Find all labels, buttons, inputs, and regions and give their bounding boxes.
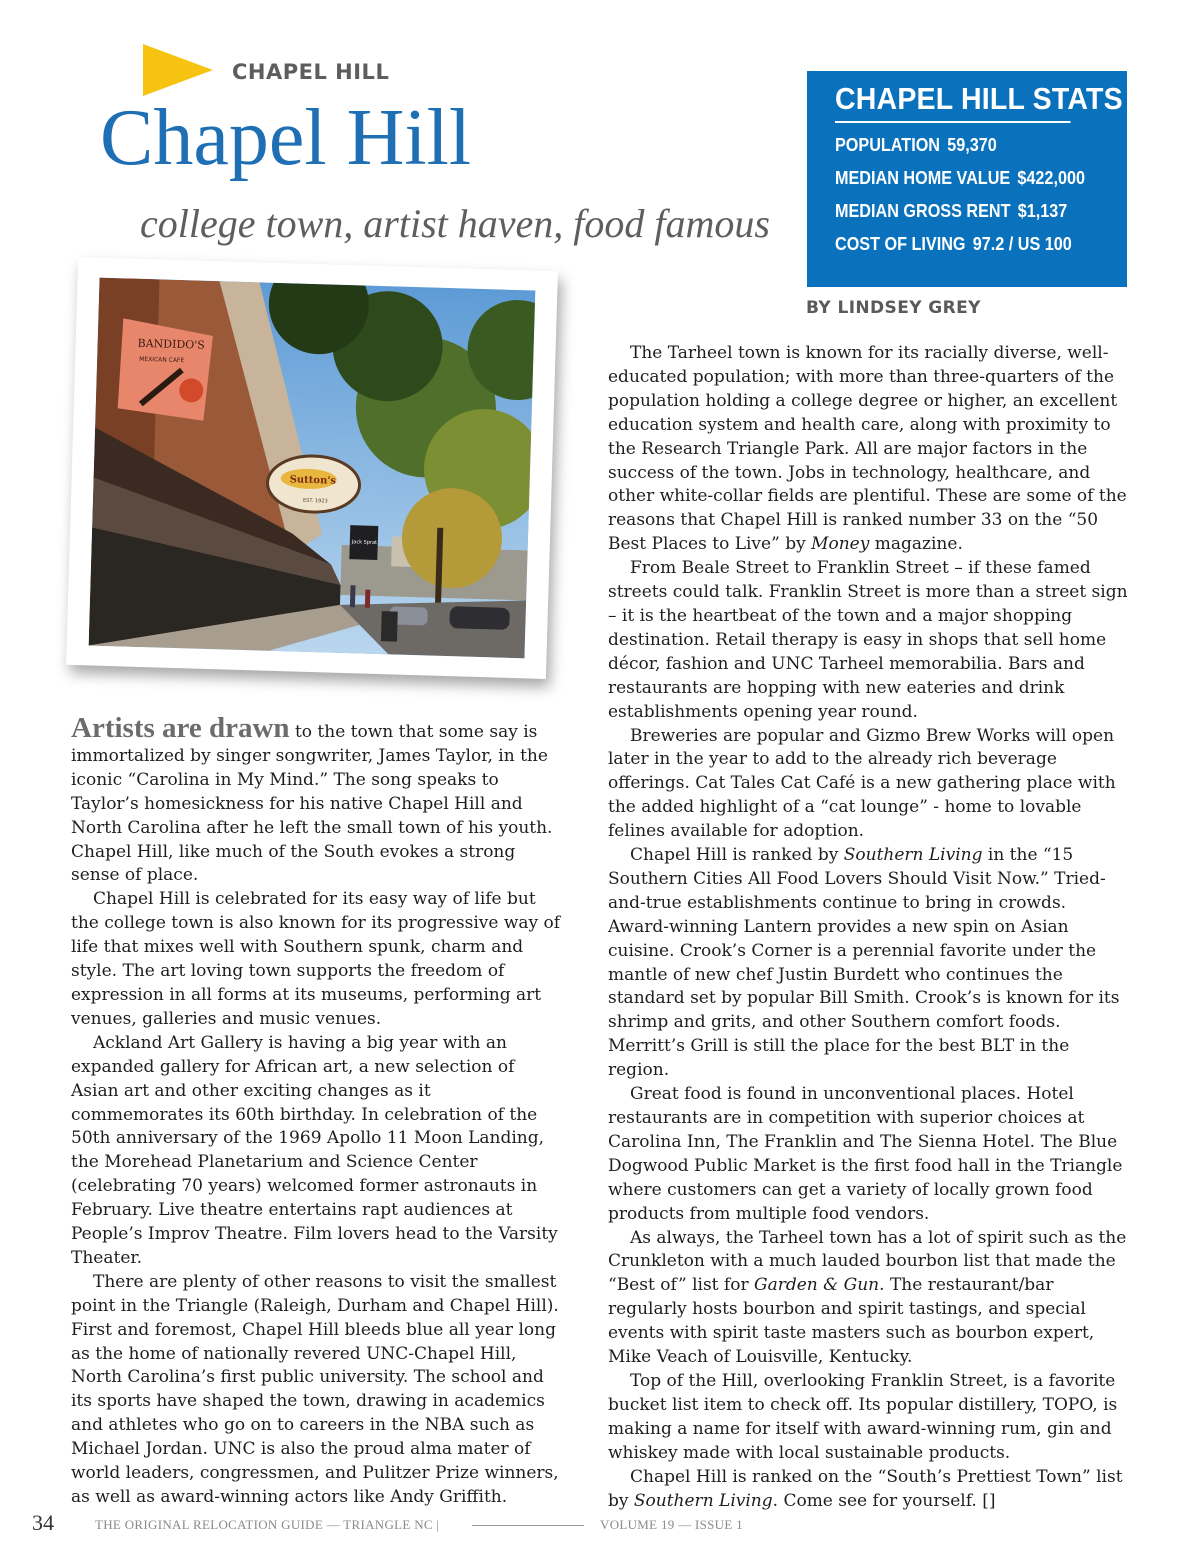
stats-box bbox=[807, 71, 1127, 287]
street-scene-illustration bbox=[89, 278, 536, 659]
paragraph: From Beale Street to Franklin Street – if these famed streets could talk. Franklin Street is more than a street sign – it is the heartbeat of the town and a major shopping destination. Retail therapy is easy in shops that sell home décor, fashion and UNC Tarheel memorabilia. Bars and restaurants are hopping with new eateries and drink establishments opening year round. bbox=[608, 558, 1128, 722]
stat-label: COST OF LIVING bbox=[835, 234, 966, 254]
stat-value: 59,370 bbox=[947, 135, 997, 155]
paragraph bbox=[608, 844, 1128, 1083]
paragraph-text: . The restaurant/bar regularly hosts bourbon and spirit tastings, and special events with spirit taste masters such as bourbon expert, Mike Veach of Louisville, Kentucky. bbox=[608, 1275, 1095, 1368]
paragraph: Chapel Hill is celebrated for its easy way of life but the college town is also known for its progressive way of life that mixes well with Southern spunk, charm and style. The art loving town supports the freedom of expression in all forms at its museums, performing art venues, galleries and music venues. bbox=[71, 889, 561, 1029]
page-footer bbox=[0, 1510, 1200, 1540]
sign-jack-sprat-text: Jack Sprat bbox=[351, 539, 378, 546]
stat-value: $1,137 bbox=[1017, 201, 1068, 221]
stat-value: $422,000 bbox=[1017, 168, 1085, 188]
street-photo bbox=[89, 278, 536, 659]
issue-label: VOLUME 19 — ISSUE 1 bbox=[600, 1517, 743, 1532]
stat-cost-of-living bbox=[835, 234, 1098, 255]
sign-suttons-text: Sutton's bbox=[289, 474, 337, 487]
sign-bandidos-subtext: MEXICAN CAFE bbox=[139, 355, 185, 365]
left-column bbox=[71, 712, 567, 1510]
paragraph-text: As always, the Tarheel town has a lot of spirit such as the Crunkleton with a much lauded bourbon list that made the “Best of” list for bbox=[608, 1227, 1127, 1296]
stats-title: CHAPEL HILL STATS bbox=[835, 81, 1071, 123]
publication-name: Southern Living bbox=[843, 845, 983, 866]
sign-jack-sprat bbox=[349, 525, 378, 560]
sign-suttons-subtext: EST. 1923 bbox=[302, 497, 328, 505]
page-subtitle: college town, artist haven, food famous bbox=[140, 201, 770, 246]
paragraph: Breweries are popular and Gizmo Brew Works will open later in the year to add to the already rich beverage offerings. Cat Tales Cat Café is a new gathering place with the added highlight of a “cat lounge” - home to lovable felines available for adoption. bbox=[608, 725, 1116, 842]
sign-bandidos bbox=[117, 318, 213, 421]
paragraph-text: . Come see for yourself. [] bbox=[772, 1490, 996, 1511]
stat-median-home-value bbox=[835, 168, 1098, 189]
right-column bbox=[608, 342, 1128, 1513]
page-number: 34 bbox=[32, 1510, 54, 1535]
publication-name: Garden & Gun bbox=[753, 1275, 880, 1296]
stat-label: POPULATION bbox=[835, 135, 941, 155]
stat-value: 97.2 / US 100 bbox=[972, 234, 1072, 254]
paragraph: Ackland Art Gallery is having a big year with an expanded gallery for African art, a new selection of Asian art and other exciting changes as it commemorates its 60th birthday. In celebration of the 50th anniversary of the 1969 Apollo 11 Moon Landing, the Morehead Planetarium and Science Center (celebrating 70 years) welcomed former astronauts in February. Live theatre entertains rapt audiences at People’s Improv Theatre. Film lovers head to the Varsity Theater. bbox=[71, 1032, 558, 1268]
publication-name: Southern Living bbox=[633, 1490, 773, 1511]
paragraph: There are plenty of other reasons to visit the smallest point in the Triangle (Raleigh, Durham and Chapel Hill). First and foremost, Chapel Hill bleeds blue all year long as the home of nationally revered UNC-Chapel Hill, North Carolina’s first public university. The school and its sports have shaped the town, drawing in academics and athletes who go on to careers in the NBA such as Michael Jordan. UNC is also the proud alma mater of world leaders, congressmen, and Pulitzer Prize winners, as well as award-winning actors like Andy Griffith. bbox=[71, 1271, 559, 1507]
paragraph bbox=[608, 1227, 1128, 1370]
lead-in: Artists are drawn bbox=[71, 712, 290, 744]
paragraph-text: to the town that some say is immortalized by singer songwriter, James Taylor, in the iconic “Carolina in My Mind.” The song speaks to Taylor’s homesickness for his native Chapel Hill and North Carolina after he left the small town of his youth. Chapel Hill, like much of the South evokes a strong sense of place. bbox=[71, 722, 553, 886]
publication-name: Money bbox=[811, 534, 870, 555]
paragraph-text: The Tarheel town is known for its racially diverse, well-educated population; with more than three-quarters of the population holding a college degree or higher, an excellent education system and health care, along with proximity to the Research Triangle Park. All are major factors in the success of the town. Jobs in technology, healthcare, and other white-collar fields are plentiful. These are some of the reasons that Chapel Hill is ranked number 33 on the “50 Best Places to Live” by bbox=[608, 343, 1127, 555]
stat-median-gross-rent bbox=[835, 201, 1098, 222]
paragraph-text: Chapel Hill is ranked by bbox=[630, 845, 844, 866]
paragraph-text: Chapel Hill is ranked on the “South’s Prettiest Town” list by bbox=[608, 1466, 1123, 1511]
publication-title: THE ORIGINAL RELOCATION GUIDE — TRIANGLE NC | bbox=[95, 1517, 440, 1532]
stat-label: MEDIAN HOME VALUE bbox=[835, 168, 1011, 188]
paragraph-text: magazine. bbox=[869, 534, 963, 555]
paragraph: Top of the Hill, overlooking Franklin Street, is a favorite bucket list item to check off. Its popular distillery, TOPO, is making a name for itself with award-winning rum, gin and whiskey made with local sustainable products. bbox=[608, 1370, 1118, 1463]
paragraph bbox=[71, 712, 567, 888]
paragraph-text: in the “15 Southern Cities All Food Lovers Should Visit Now.” Tried-and-true establishments continue to bring in crowds. Award-winning Lantern provides a new spin on Asian cuisine. Crook’s Corner is a perennial favorite under the mantle of new chef Justin Burdett who continues the standard set by popular Bill Smith. Crook’s is known for its shrimp and grits, and other Southern comfort foods. Merritt’s Grill is still the place for the best BLT in the region. bbox=[608, 845, 1120, 1081]
stat-population bbox=[835, 135, 1098, 156]
section-label: CHAPEL HILL bbox=[232, 60, 390, 84]
sign-suttons bbox=[267, 455, 361, 514]
section-flag-icon bbox=[143, 44, 213, 96]
footer-divider bbox=[472, 1525, 584, 1526]
stat-label: MEDIAN GROSS RENT bbox=[835, 201, 1011, 221]
paragraph: Great food is found in unconventional places. Hotel restaurants are in competition with superior choices at Carolina Inn, The Franklin and The Sienna Hotel. The Blue Dogwood Public Market is the first food hall in the Triangle where customers can get a variety of locally grown food products from multiple food vendors. bbox=[608, 1084, 1123, 1224]
sign-bandidos-text: BANDIDO'S bbox=[137, 336, 206, 352]
byline: BY LINDSEY GREY bbox=[806, 298, 981, 318]
paragraph bbox=[608, 342, 1128, 557]
page-title: Chapel Hill bbox=[100, 94, 472, 182]
paragraph bbox=[608, 1466, 1128, 1514]
photo-frame bbox=[66, 257, 558, 679]
